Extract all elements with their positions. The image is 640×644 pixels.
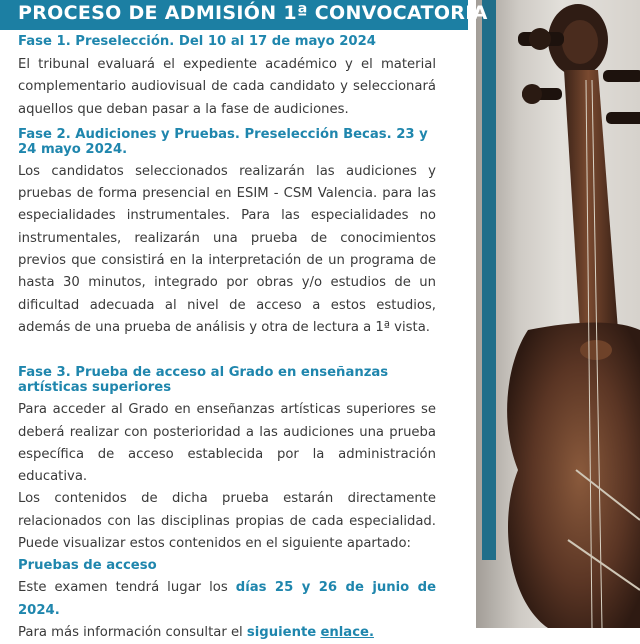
fase3-text-2: Los contenidos de dicha prueba estarán directamente relacionados con las disciplinas propias de cada especialidad. Puede visualizar estos contenidos en el siguiente apartado:	[18, 491, 436, 552]
pruebas-de-acceso-link[interactable]: Pruebas de acceso	[18, 558, 157, 574]
title-bar	[0, 0, 488, 30]
siguiente-link[interactable]: siguiente	[246, 624, 317, 640]
content	[18, 34, 436, 644]
fase3-text-1: Para acceder al Grado en enseñanzas artísticas superiores se deberá realizar con posterioridad a las audiciones una prueba específica de acceso establecida por la administración educativa.	[18, 402, 436, 485]
fase1-title: Fase 1. Preselección. Del 10 al 17 de mayo 2024	[18, 34, 376, 49]
exam-prefix: Este examen tendrá lugar los	[18, 580, 236, 596]
accent-bar	[482, 0, 496, 560]
enlace-link[interactable]: enlace.	[320, 624, 374, 640]
exam-dates: días 25 y 26 de junio de 2024.	[18, 580, 437, 618]
fase2-title: Fase 2. Audiciones y Pruebas. Preselección Becas. 23 y 24 mayo 2024.	[18, 126, 428, 157]
exam-date-line	[18, 577, 436, 622]
fase2-text: Los candidatos seleccionados realizarán las audiciones y pruebas de forma presencial en ESIM - CSM Valencia. para las especialidades instrumentales. Para las especialidades no instrumentales, realizarán una prueba de conocimientos previos que consistirá en la interpretación de un programa de hasta 30 minutos, integrado por obras y/o estudios de un dificultad adecuada al nivel de acceso a estos estudios, además de una prueba de análisis y otra de lectura a 1ª vista.	[18, 163, 436, 335]
fase3-title: Fase 3. Prueba de acceso al Grado en enseñanzas artísticas superiores	[18, 365, 389, 396]
page-title: PROCESO DE ADMISIÓN 1ª CONVOCATORIA	[18, 2, 488, 24]
fase1-text: El tribunal evaluará el expediente académico y el material complementario audiovisual de cada candidato y seleccionará aquellos que deban pasar a la fase de audiciones.	[18, 57, 436, 117]
info-line	[18, 622, 436, 644]
info-prefix: Para más información consultar el	[18, 624, 247, 640]
